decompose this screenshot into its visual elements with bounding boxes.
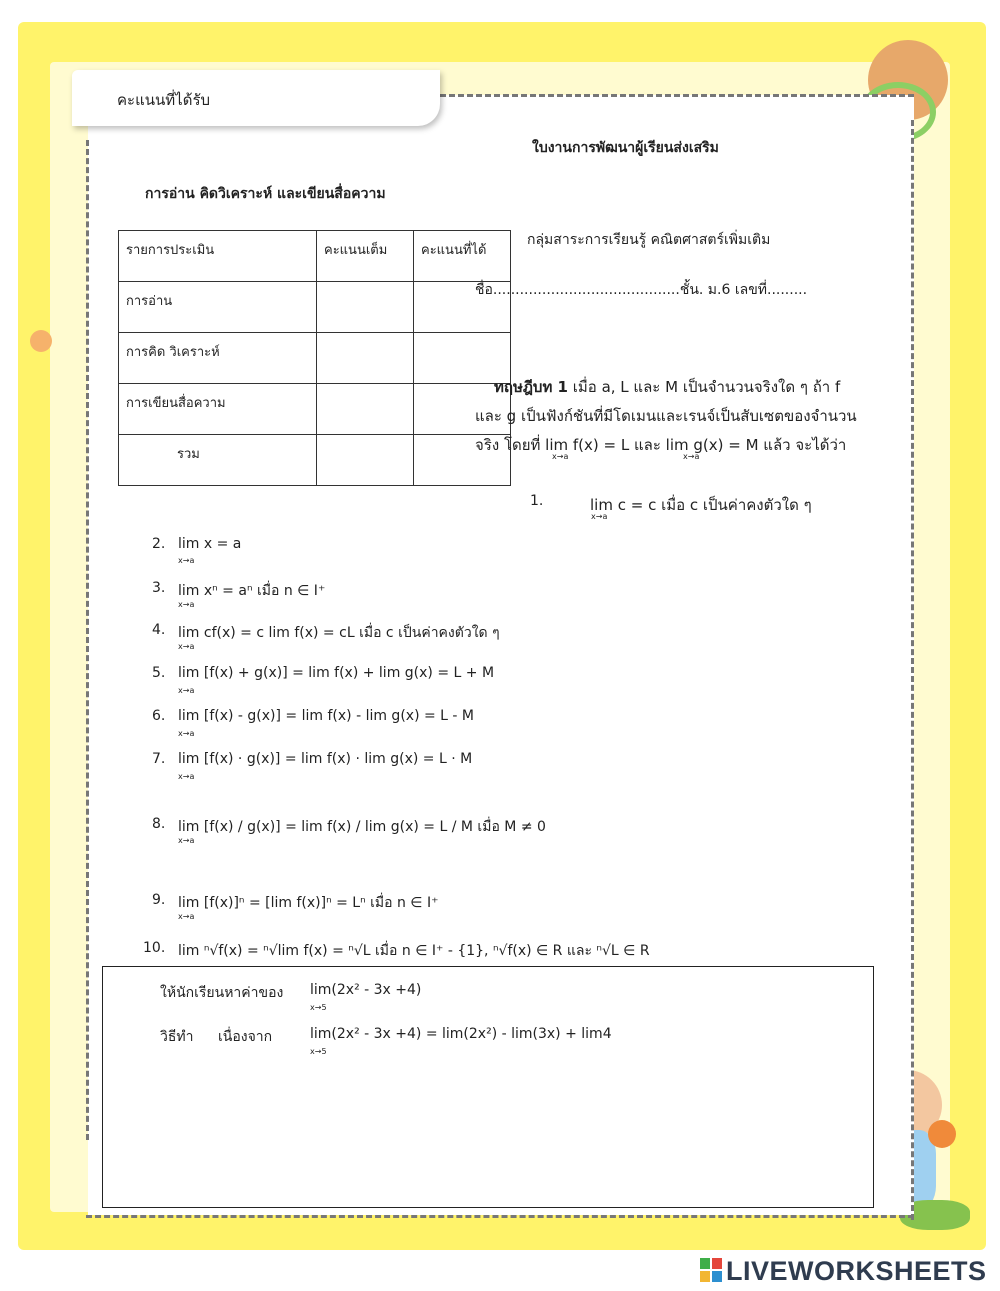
rule-number: 2. [152, 536, 166, 552]
side-decoration [30, 330, 52, 352]
table-row [119, 282, 511, 333]
rule-number: 8. [152, 816, 166, 832]
rule-sub: x→a [178, 686, 195, 695]
rule-number: 5. [152, 665, 166, 681]
solution-step: lim(2x² - 3x +4) = lim(2x²) - lim(3x) + lim4 [310, 1026, 612, 1042]
since-label: เนื่องจาก [218, 1029, 273, 1045]
rule-text: lim x = a [178, 536, 242, 552]
rule-text: lim c = c เมื่อ c เป็นค่าคงตัวใด ๆ [590, 496, 812, 514]
student-name-line: ชื่อ..........................................ชั้น. ม.6 เลขที่......... [475, 282, 808, 298]
table-header: คะแนนเต็ม [317, 231, 414, 282]
rule-text: lim ⁿ√f(x) = ⁿ√lim f(x) = ⁿ√L เมื่อ n ∈ I⁺ - {1}, ⁿ√f(x) ∈ R และ ⁿ√L ∈ R [178, 943, 650, 959]
full-score-cell [317, 384, 414, 435]
rule-sub: x→a [178, 600, 195, 609]
full-score-cell [317, 282, 414, 333]
brand-name: LIVEWORKSHEETS [726, 1256, 987, 1286]
rule-sub: x→a [591, 512, 608, 521]
rule-text: lim [f(x) / g(x)] = lim f(x) / lim g(x) = L / M เมื่อ M ≠ 0 [178, 819, 546, 835]
exercise-sub: x→5 [310, 1003, 327, 1012]
worksheet-subtitle: การอ่าน คิดวิเคราะห์ และเขียนสื่อความ [145, 186, 386, 202]
worksheet-title: ใบงานการพัฒนาผู้เรียนส่งเสริม [532, 140, 719, 156]
dashed-border-top [440, 94, 914, 97]
theorem-label: ทฤษฎีบท 1 [494, 378, 568, 396]
rule-sub: x→a [178, 556, 195, 565]
table-cell-item: การอ่าน [119, 282, 317, 333]
dashed-border-left [86, 140, 89, 1140]
rule-text: lim xⁿ = aⁿ เมื่อ n ∈ I⁺ [178, 583, 326, 599]
full-score-cell [317, 333, 414, 384]
earned-score-cell[interactable] [414, 282, 511, 333]
score-table [118, 230, 511, 486]
full-score-cell [317, 435, 414, 486]
table-cell-item: รวม [119, 435, 317, 486]
solution-sub: x→5 [310, 1047, 327, 1056]
table-row [119, 333, 511, 384]
exercise-prompt: ให้นักเรียนหาค่าของ [160, 985, 284, 1001]
table-cell-item: การคิด วิเคราะห์ [119, 333, 317, 384]
rule-sub: x→a [178, 642, 195, 651]
subject-group: กลุ่มสาระการเรียนรู้ คณิตศาสตร์เพิ่มเติม [527, 232, 771, 248]
score-tag [72, 70, 440, 126]
solution-label: วิธีทำ [160, 1029, 194, 1045]
theorem-sub-a: x→a [552, 452, 569, 461]
dashed-border-right [911, 120, 914, 1220]
score-tag-label: คะแนนที่ได้รับ [117, 91, 211, 109]
dashed-border-bottom [86, 1215, 914, 1218]
bird-illustration [928, 1120, 956, 1148]
theorem-line-1 [494, 375, 840, 399]
rule-number: 6. [152, 708, 166, 724]
rule-text: lim [f(x)]ⁿ = [lim f(x)]ⁿ = Lⁿ เมื่อ n ∈ I⁺ [178, 895, 439, 911]
rule-sub: x→a [178, 772, 195, 781]
rule-number: 4. [152, 622, 166, 638]
table-row [119, 435, 511, 486]
theorem-text-1: เมื่อ a, L และ M เป็นจำนวนจริงใด ๆ ถ้า f [572, 378, 841, 396]
table-row [119, 231, 511, 282]
theorem-sub-b: x→a [683, 452, 700, 461]
rule-text: lim [f(x) - g(x)] = lim f(x) - lim g(x) = L - M [178, 708, 474, 724]
rule-number: 7. [152, 751, 166, 767]
brand-logo [726, 1256, 987, 1287]
rule-text: lim cf(x) = c lim f(x) = cL เมื่อ c เป็นค่าคงตัวใด ๆ [178, 625, 500, 641]
table-cell-item: การเขียนสื่อความ [119, 384, 317, 435]
theorem-line-3: จริง โดยที่ lim f(x) = L และ lim g(x) = M แล้ว จะได้ว่า [475, 436, 847, 454]
rule-number: 1. [530, 493, 544, 509]
rule-number: 9. [152, 892, 166, 908]
rule-text: lim [f(x) + g(x)] = lim f(x) + lim g(x) = L + M [178, 665, 495, 681]
table-row [119, 384, 511, 435]
table-header: คะแนนที่ได้ [414, 231, 511, 282]
exercise-expression: lim(2x² - 3x +4) [310, 982, 422, 998]
rule-text: lim [f(x) · g(x)] = lim f(x) · lim g(x) = L · M [178, 751, 473, 767]
liveworksheets-logo-icon [700, 1258, 722, 1282]
theorem-line-2: และ g เป็นฟังก์ชันที่มีโดเมนและเรนจ์เป็นสับเซตของจำนวน [475, 407, 857, 425]
rule-number: 3. [152, 580, 166, 596]
rule-sub: x→a [178, 912, 195, 921]
table-header: รายการประเมิน [119, 231, 317, 282]
rule-sub: x→a [178, 836, 195, 845]
rule-sub: x→a [178, 729, 195, 738]
rule-number: 10. [143, 940, 166, 956]
